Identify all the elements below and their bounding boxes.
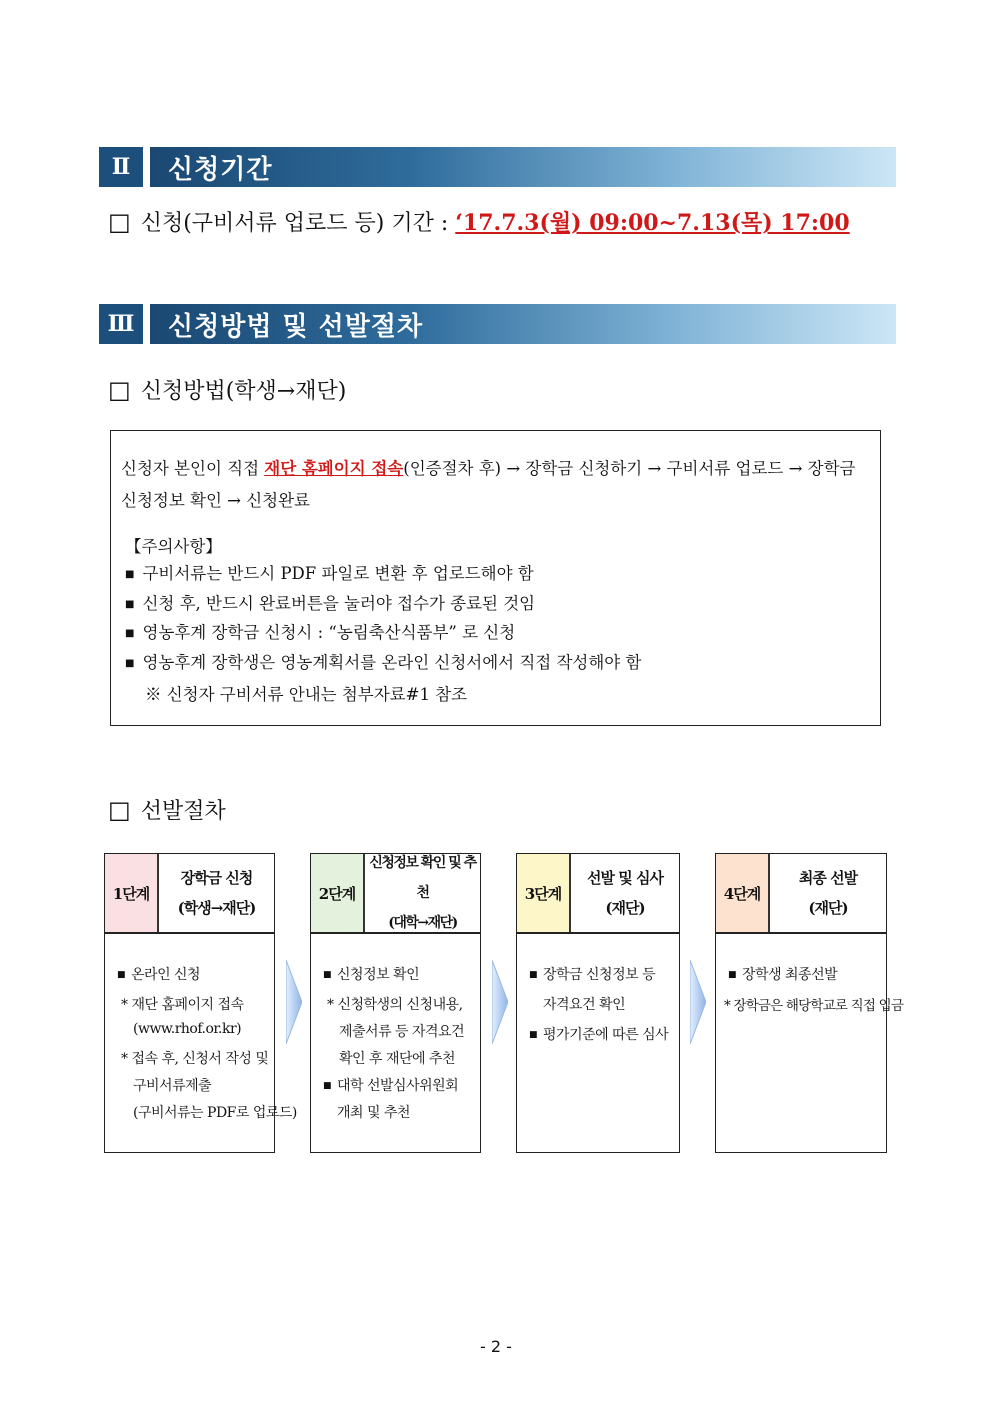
checkbox-square-icon: □: [108, 208, 131, 236]
step-line: * 접속 후, 신청서 작성 및: [121, 1051, 269, 1067]
step-line: ■ 장학금 신청정보 등: [529, 967, 656, 983]
notice-title: 【주의사항】: [125, 537, 222, 556]
step-line: (www.rhof.or.kr): [133, 1021, 242, 1037]
section-2-number: Ⅱ: [99, 147, 143, 187]
step-line: ■ 장학생 최종선발: [728, 967, 838, 983]
period-value: ‘17.7.3(월) 09:00~7.13(목) 17:00: [455, 210, 850, 236]
step-line: * 신청학생의 신청내용,: [327, 997, 463, 1013]
step-line: * 장학금은 해당학교로 직접 입금: [724, 998, 904, 1014]
step-2-header: [310, 853, 481, 933]
step-line: ■ 대학 선발심사위원회: [323, 1078, 459, 1094]
step-4-title: [770, 854, 886, 932]
square-bullet-icon: ■: [323, 970, 332, 980]
square-bullet-icon: ■: [529, 970, 538, 980]
square-bullet-icon: ■: [125, 657, 135, 669]
step-line: (구비서류는 PDF로 업로드): [133, 1105, 297, 1121]
arrow-right-icon: [690, 960, 706, 1044]
square-bullet-icon: ■: [529, 1030, 538, 1040]
step-line: ■ 신청정보 확인: [323, 967, 420, 983]
step-1-body: [104, 933, 297, 1153]
step-line: ■ 온라인 신청: [117, 967, 201, 983]
step-1-label: 1단계: [105, 854, 159, 932]
notice-text: 구비서류는 반드시 PDF 파일로 변환 후 업로드해야 함: [142, 564, 534, 583]
method-label: 신청방법(학생→재단): [140, 379, 347, 404]
checkbox-square-icon: □: [108, 376, 131, 404]
step-title-line: (대학→재단): [388, 915, 457, 931]
reference-note: ※ 신청자 구비서류 안내는 첨부자료#1 참조: [145, 685, 468, 704]
step-4-header: [715, 853, 887, 933]
notice-item: [125, 559, 641, 589]
square-bullet-icon: ■: [125, 628, 135, 639]
step-4-body: [715, 933, 904, 1153]
notice-text: 영농후계 장학금 신청시 : “농림축산식품부” 로 신청: [142, 623, 516, 642]
step-2-title: [365, 854, 480, 932]
flow-pre: 신청자 본인이 직접: [121, 459, 265, 478]
section-2-title: 신청기간: [150, 147, 896, 187]
step-title-line: (학생→재단): [177, 899, 256, 917]
step-title-line: 최종 선발: [798, 869, 858, 887]
square-bullet-icon: ■: [125, 598, 135, 610]
step-line: 제출서류 등 자격요건: [339, 1024, 465, 1040]
step-line: ■ 평가기준에 따른 심사: [529, 1027, 669, 1043]
page-number: - 2 -: [480, 1337, 512, 1356]
selection-label: 선발절차: [140, 799, 226, 824]
step-title-line: (재단): [808, 899, 848, 917]
notice-text: 영농후계 장학생은 영농계획서를 온라인 신청서에서 직접 작성해야 함: [142, 652, 642, 672]
section-3-title: 신청방법 및 선발절차: [150, 304, 896, 344]
notice-item: [125, 618, 641, 648]
notice-list: [125, 559, 641, 677]
square-bullet-icon: ■: [117, 970, 126, 980]
notice-item: [125, 648, 641, 678]
notice-text: 신청 후, 반드시 완료버튼을 눌러야 접수가 종료된 것임: [142, 593, 536, 613]
square-bullet-icon: ■: [125, 569, 135, 580]
step-title-line: 신청정보 확인 및 추천: [369, 855, 476, 901]
flow-highlight: 재단 홈페이지 접속: [264, 459, 404, 478]
square-bullet-icon: ■: [323, 1081, 332, 1091]
step-3-body: [516, 933, 680, 1153]
period-label: 신청(구비서류 업로드 등) 기간 :: [140, 211, 456, 236]
arrow-right-icon: [286, 960, 302, 1044]
step-line: 구비서류제출: [133, 1078, 212, 1094]
step-3-title: [571, 854, 679, 932]
step-title-line: 장학금 신청: [180, 869, 253, 887]
step-2-body: [310, 933, 481, 1153]
step-title-line: 선발 및 심사: [587, 869, 663, 887]
step-1-title: [159, 854, 274, 932]
flow-post: (인증절차 후) → 장학금 신청하기 → 구비서류 업로드 → 장학금 신청정보 확인 → 신청완료: [121, 459, 856, 510]
step-1-header: [104, 853, 275, 933]
step-3-label: 3단계: [517, 854, 571, 932]
step-3-header: [516, 853, 680, 933]
step-line: 개최 및 추천: [337, 1105, 411, 1121]
step-2-label: 2단계: [311, 854, 365, 932]
notice-item: [125, 589, 641, 619]
method-heading: [108, 374, 346, 405]
application-method-box: [110, 430, 881, 726]
square-bullet-icon: ■: [728, 970, 737, 980]
section-3-number: Ⅲ: [99, 304, 143, 344]
step-line: 자격요건 확인: [543, 997, 626, 1013]
step-title-line: (재단): [605, 899, 645, 917]
selection-heading: [108, 794, 226, 825]
step-line: 확인 후 재단에 추천: [339, 1051, 456, 1067]
step-4-label: 4단계: [716, 854, 770, 932]
checkbox-square-icon: □: [108, 796, 131, 824]
application-flow-text: [121, 453, 876, 517]
application-period-line: [108, 206, 850, 237]
step-line: * 재단 홈페이지 접속: [121, 997, 244, 1013]
arrow-right-icon: [492, 960, 508, 1044]
